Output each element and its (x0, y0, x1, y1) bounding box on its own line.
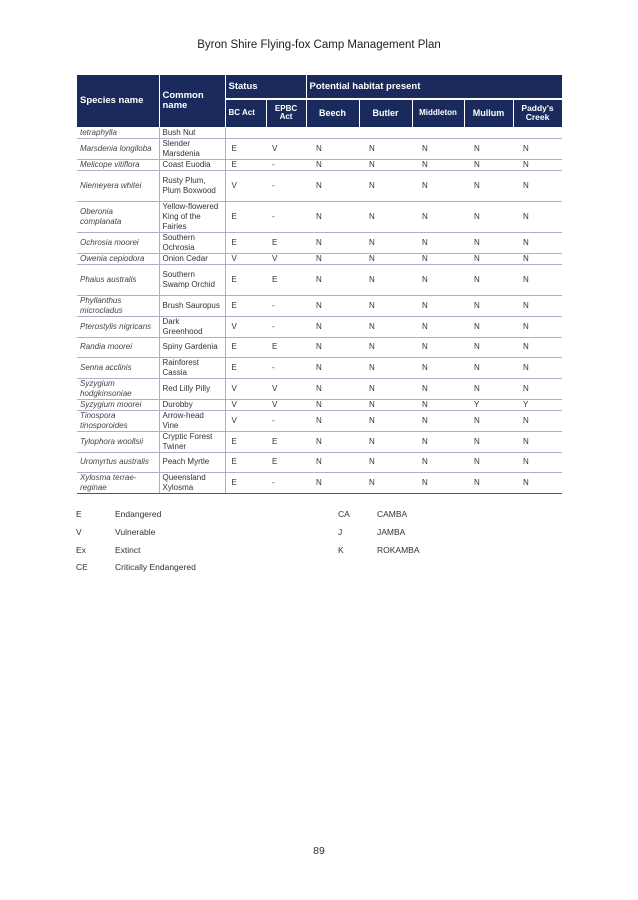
group-header-habitat: Potential habitat present (306, 75, 562, 99)
col-header-species: Species name (77, 75, 159, 127)
middleton-habitat-cell: N (412, 472, 464, 493)
beech-habitat-cell: N (306, 170, 359, 201)
beech-habitat-cell: N (306, 295, 359, 316)
epbc-act-status-cell: V (266, 138, 306, 159)
mullum-habitat-cell: N (464, 410, 513, 431)
common-name-cell: Durobby (159, 399, 225, 410)
species-name-cell: Senna acclinis (77, 357, 159, 378)
butler-habitat-cell: N (359, 378, 412, 399)
epbc-act-status-cell: E (266, 264, 306, 295)
threatened-species-table (77, 75, 563, 494)
butler-habitat-cell: N (359, 159, 412, 170)
butler-habitat-cell: N (359, 410, 412, 431)
paddys-creek-habitat-cell (513, 127, 562, 138)
bc-act-status-cell: E (225, 452, 266, 472)
beech-habitat-cell: N (306, 472, 359, 493)
middleton-habitat-cell: N (412, 295, 464, 316)
mullum-habitat-cell: N (464, 138, 513, 159)
legend-text: JAMBA (377, 526, 406, 537)
common-name-cell: Onion Cedar (159, 253, 225, 264)
mullum-habitat-cell: N (464, 452, 513, 472)
common-name-cell: Rainforest Cassia (159, 357, 225, 378)
col-header-common (159, 75, 225, 127)
beech-habitat-cell: N (306, 264, 359, 295)
epbc-act-status-cell: V (266, 253, 306, 264)
epbc-act-status-cell: V (266, 378, 306, 399)
mullum-habitat-cell: N (464, 159, 513, 170)
middleton-habitat-cell (412, 127, 464, 138)
middleton-habitat-cell: N (412, 232, 464, 253)
table-row (77, 264, 562, 295)
bc-act-status-cell: V (225, 378, 266, 399)
group-header-status: Status (225, 75, 306, 99)
epbc-act-status-cell: E (266, 452, 306, 472)
species-name-cell: Syzygium moorei (77, 399, 159, 410)
mullum-habitat-cell: N (464, 295, 513, 316)
common-name-cell: Peach Myrtle (159, 452, 225, 472)
table-row (77, 399, 562, 410)
legend-text: ROKAMBA (377, 544, 420, 555)
bc-act-status-cell: V (225, 316, 266, 337)
middleton-habitat-cell: N (412, 201, 464, 232)
middleton-habitat-cell: N (412, 357, 464, 378)
beech-habitat-cell: N (306, 316, 359, 337)
beech-habitat-cell: N (306, 138, 359, 159)
beech-habitat-cell (306, 127, 359, 138)
common-name-cell: Yellow-flowered King of the Fairies (159, 201, 225, 232)
epbc-act-status-cell (266, 127, 306, 138)
species-name-cell: Tylophora woollsii (77, 431, 159, 452)
butler-habitat-cell: N (359, 201, 412, 232)
legend-item (76, 545, 196, 563)
legend-item (76, 509, 196, 527)
table-row (77, 378, 562, 399)
species-name-cell: Melicope vitiflora (77, 159, 159, 170)
table-row (77, 431, 562, 452)
beech-habitat-cell: N (306, 431, 359, 452)
butler-habitat-cell (359, 127, 412, 138)
legend-code: CA (338, 509, 350, 519)
epbc-act-status-cell: E (266, 337, 306, 357)
bc-act-status-cell (225, 127, 266, 138)
bc-act-status-cell: E (225, 138, 266, 159)
mullum-habitat-cell: N (464, 170, 513, 201)
common-name-cell: Coast Euodia (159, 159, 225, 170)
col-header-paddys-creek: Paddy's Creek (513, 99, 562, 127)
mullum-habitat-cell: N (464, 253, 513, 264)
table-row (77, 159, 562, 170)
col-header-common-label: Common name (162, 90, 204, 111)
legend-text: CAMBA (377, 509, 408, 519)
middleton-habitat-cell: N (412, 138, 464, 159)
beech-habitat-cell: N (306, 357, 359, 378)
middleton-habitat-cell: N (412, 316, 464, 337)
mullum-habitat-cell: N (464, 357, 513, 378)
legend-text: Extinct (115, 544, 141, 555)
table-row (77, 410, 562, 431)
beech-habitat-cell: N (306, 253, 359, 264)
legend-migratory-agreements (338, 509, 420, 562)
species-name-cell: tetraphylla (77, 127, 159, 138)
species-name-cell: Randia moorei (77, 337, 159, 357)
mullum-habitat-cell: Y (464, 399, 513, 410)
species-table-body (77, 127, 562, 493)
species-name-cell: Pterostylis nigricans (77, 316, 159, 337)
mullum-habitat-cell: N (464, 316, 513, 337)
beech-habitat-cell: N (306, 159, 359, 170)
legend-text: Vulnerable (115, 526, 156, 537)
butler-habitat-cell: N (359, 295, 412, 316)
species-name-cell: Marsdenia longiloba (77, 138, 159, 159)
middleton-habitat-cell: N (412, 452, 464, 472)
paddys-creek-habitat-cell: N (513, 201, 562, 232)
butler-habitat-cell: N (359, 253, 412, 264)
common-name-cell: Slender Marsdenia (159, 138, 225, 159)
common-name-cell: Dark Greenhood (159, 316, 225, 337)
legend-item (76, 527, 196, 545)
butler-habitat-cell: N (359, 170, 412, 201)
paddys-creek-habitat-cell: Y (513, 399, 562, 410)
beech-habitat-cell: N (306, 410, 359, 431)
legend-item (338, 545, 420, 563)
mullum-habitat-cell: N (464, 201, 513, 232)
page-header-title: Byron Shire Flying-fox Camp Management Plan (197, 39, 441, 51)
mullum-habitat-cell: N (464, 472, 513, 493)
beech-habitat-cell: N (306, 378, 359, 399)
species-name-cell: Niemeyera whitei (77, 170, 159, 201)
bc-act-status-cell: E (225, 472, 266, 493)
table-row (77, 316, 562, 337)
table-row (77, 295, 562, 316)
common-name-cell: Rusty Plum, Plum Boxwood (159, 170, 225, 201)
middleton-habitat-cell: N (412, 410, 464, 431)
middleton-habitat-cell: N (412, 431, 464, 452)
paddys-creek-habitat-cell: N (513, 410, 562, 431)
butler-habitat-cell: N (359, 431, 412, 452)
table-row (77, 138, 562, 159)
middleton-habitat-cell: N (412, 399, 464, 410)
bc-act-status-cell: E (225, 264, 266, 295)
common-name-cell: Cryptic Forest Twiner (159, 431, 225, 452)
epbc-act-status-cell: - (266, 357, 306, 378)
page-number: 89 (313, 845, 325, 857)
paddys-creek-habitat-cell: N (513, 170, 562, 201)
table-row (77, 127, 562, 138)
table-row (77, 357, 562, 378)
beech-habitat-cell: N (306, 201, 359, 232)
butler-habitat-cell: N (359, 138, 412, 159)
bc-act-status-cell: E (225, 431, 266, 452)
butler-habitat-cell: N (359, 316, 412, 337)
table-row (77, 472, 562, 493)
legend-code: V (76, 526, 82, 537)
legend-item (76, 562, 196, 580)
legend-text: Critically Endangered (115, 562, 196, 573)
paddys-creek-habitat-cell: N (513, 159, 562, 170)
legend-code: CE (76, 562, 88, 573)
paddys-creek-habitat-cell: N (513, 138, 562, 159)
common-name-cell: Bush Nut (159, 127, 225, 138)
mullum-habitat-cell: N (464, 337, 513, 357)
middleton-habitat-cell: N (412, 264, 464, 295)
butler-habitat-cell: N (359, 337, 412, 357)
epbc-act-status-cell: - (266, 472, 306, 493)
col-header-middleton: Middleton (412, 99, 464, 127)
paddys-creek-habitat-cell: N (513, 472, 562, 493)
species-name-cell: Syzygium hodgkinsoniae (77, 378, 159, 399)
epbc-act-status-cell: E (266, 232, 306, 253)
species-name-cell: Phyllanthus microcladus (77, 295, 159, 316)
table-row (77, 337, 562, 357)
species-name-cell: Uromyrtus australis (77, 452, 159, 472)
middleton-habitat-cell: N (412, 253, 464, 264)
species-name-cell: Ochrosia moorei (77, 232, 159, 253)
paddys-creek-habitat-cell: N (513, 232, 562, 253)
butler-habitat-cell: N (359, 264, 412, 295)
bc-act-status-cell: E (225, 201, 266, 232)
middleton-habitat-cell: N (412, 170, 464, 201)
mullum-habitat-cell: N (464, 264, 513, 295)
common-name-cell: Arrow-head Vine (159, 410, 225, 431)
beech-habitat-cell: N (306, 232, 359, 253)
epbc-act-status-cell: - (266, 201, 306, 232)
bc-act-status-cell: V (225, 399, 266, 410)
beech-habitat-cell: N (306, 399, 359, 410)
col-header-epbc-act: EPBC Act (266, 99, 306, 127)
epbc-act-status-cell: - (266, 295, 306, 316)
paddys-creek-habitat-cell: N (513, 253, 562, 264)
middleton-habitat-cell: N (412, 337, 464, 357)
bc-act-status-cell: E (225, 337, 266, 357)
butler-habitat-cell: N (359, 472, 412, 493)
legend-item (338, 509, 420, 527)
bc-act-status-cell: V (225, 410, 266, 431)
butler-habitat-cell: N (359, 357, 412, 378)
bc-act-status-cell: E (225, 232, 266, 253)
epbc-act-status-cell: V (266, 399, 306, 410)
bc-act-status-cell: E (225, 159, 266, 170)
table-row (77, 452, 562, 472)
mullum-habitat-cell: N (464, 232, 513, 253)
mullum-habitat-cell (464, 127, 513, 138)
common-name-cell: Queensland Xylosma (159, 472, 225, 493)
paddys-creek-habitat-cell: N (513, 378, 562, 399)
epbc-act-status-cell: - (266, 170, 306, 201)
species-name-cell: Tinospora tinosporoides (77, 410, 159, 431)
table-row (77, 232, 562, 253)
common-name-cell: Spiny Gardenia (159, 337, 225, 357)
middleton-habitat-cell: N (412, 378, 464, 399)
common-name-cell: Southern Swamp Orchid (159, 264, 225, 295)
butler-habitat-cell: N (359, 232, 412, 253)
paddys-creek-habitat-cell: N (513, 452, 562, 472)
paddys-creek-habitat-cell: N (513, 264, 562, 295)
common-name-cell: Brush Sauropus (159, 295, 225, 316)
mullum-habitat-cell: N (464, 378, 513, 399)
butler-habitat-cell: N (359, 399, 412, 410)
legend-text: Endangered (115, 509, 162, 519)
col-header-bc-act: BC Act (225, 99, 266, 127)
paddys-creek-habitat-cell: N (513, 357, 562, 378)
middleton-habitat-cell: N (412, 159, 464, 170)
paddys-creek-habitat-cell: N (513, 337, 562, 357)
bc-act-status-cell: V (225, 170, 266, 201)
table-row (77, 170, 562, 201)
common-name-cell: Southern Ochrosia (159, 232, 225, 253)
legend-code: E (76, 509, 82, 519)
legend-code: Ex (76, 544, 86, 555)
species-name-cell: Owenia cepiodora (77, 253, 159, 264)
species-name-cell: Phaius australis (77, 264, 159, 295)
bc-act-status-cell: E (225, 295, 266, 316)
butler-habitat-cell: N (359, 452, 412, 472)
legend-conservation-status (76, 509, 196, 580)
common-name-cell: Red Lilly Pilly (159, 378, 225, 399)
legend-code: J (338, 526, 343, 537)
species-name-cell: Xylosma terrae-reginae (77, 472, 159, 493)
bc-act-status-cell: E (225, 357, 266, 378)
legend-code: K (338, 544, 344, 555)
species-name-cell: Oberonia complanata (77, 201, 159, 232)
legend-item (338, 527, 420, 545)
bc-act-status-cell: V (225, 253, 266, 264)
col-header-mullum: Mullum (464, 99, 513, 127)
col-header-beech: Beech (306, 99, 359, 127)
paddys-creek-habitat-cell: N (513, 295, 562, 316)
mullum-habitat-cell: N (464, 431, 513, 452)
paddys-creek-habitat-cell: N (513, 431, 562, 452)
epbc-act-status-cell: - (266, 159, 306, 170)
epbc-act-status-cell: E (266, 431, 306, 452)
beech-habitat-cell: N (306, 337, 359, 357)
epbc-act-status-cell: - (266, 410, 306, 431)
beech-habitat-cell: N (306, 452, 359, 472)
table-row (77, 201, 562, 232)
epbc-act-status-cell: - (266, 316, 306, 337)
table-row (77, 253, 562, 264)
paddys-creek-habitat-cell: N (513, 316, 562, 337)
col-header-butler: Butler (359, 99, 412, 127)
